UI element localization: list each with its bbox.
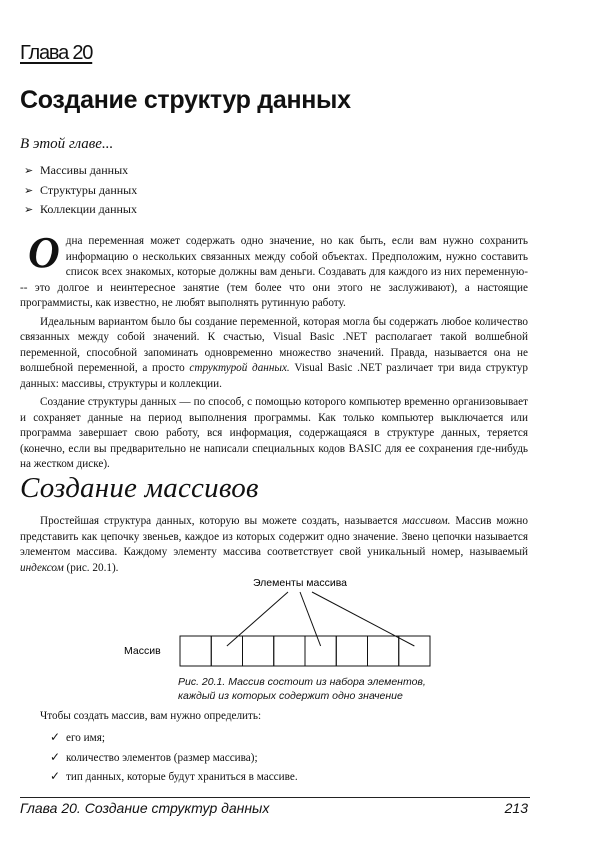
footer-rule [20,797,530,798]
list-item-label: Коллекции данных [40,202,137,216]
array-cell [274,636,305,666]
checkmark-icon: ✓ [50,769,61,783]
array-label: Массив [124,645,161,657]
pointer-line [312,592,414,646]
paragraph-text: Идеальным вариантом было бы создание переменной, которая могла бы содержать любое количество связанных между собой значений. К счастью, Visual Basic .NET располагает такой волшебной переменной, способной запоминать одновременно множество значений. Правда, называется она не волшебной переменной, а просто [20,315,528,374]
caption-line: каждый из которых содержит одно значение [178,690,403,702]
checkmark-icon: ✓ [50,730,61,744]
array-cell [336,636,367,666]
paragraph-text: Visual Basic .NET различает три вида структур данных: массивы, структуры и коллекции. [20,362,528,390]
arrow-bullet-icon: ➢ [24,184,34,197]
list-item-label: Структуры данных [40,182,138,197]
figure-caption [178,675,438,703]
list-item [24,161,137,181]
list-item-label: его имя; [66,732,105,744]
intro-heading: В этой главе... [20,136,114,152]
intro-text [20,228,528,476]
paragraph-text: дна переменная может содержать одно значение, но как быть, если вам нужно сохранить информацию о нескольких связанных между собой объектах. Предположим, нужно составить список всех знакомых, которые должны вам деньги. Создавать для каждого из них переменную--- это долгое и неинтересное занятие (тем более что они этого не заслуживают), а настоящие программисты, как известно, не любят выполнять рутинную работу. [20,235,528,309]
pointer-lines [227,592,415,646]
paragraph-text: Создание структуры данных — по способ, с помощью которого компьютер временно организовывает и сохраняет данные на период выполнения программы. Как только компьютер выключается или программа завершает свою работу, вся информация, содержащаяся в структуре данных, теряется (конечно, если вы предварительно не написали специальных кодов BASIC для ее сохранения где-нибудь на жестком диске). [20,396,528,470]
list-item [24,200,137,220]
term: структурой данных. [189,362,290,374]
term: индексом [20,561,64,574]
arrow-bullet-icon: ➢ [24,204,34,216]
section-text [20,514,528,579]
running-footer: Глава 20. Создание структур данных [20,800,270,816]
page-number: 213 [504,800,528,816]
paragraph-text: Простейшая структура данных, которую вы можете создать, называется [40,515,403,527]
section-title: Создание массивов [20,472,259,504]
pointer-line [300,592,321,646]
list-item [50,748,298,768]
paragraph [20,514,528,576]
paragraph [20,228,528,312]
array-cell [243,636,274,666]
requirements-list [50,728,298,787]
array-cell [211,636,242,666]
array-cell [305,636,336,666]
arrow-bullet-icon: ➢ [24,165,34,177]
paragraph-text: (рис. 20.1). [63,561,119,574]
caption-line: Рис. 20.1. Массив состоит из набора элементов, [178,676,426,688]
chapter-contents-list [24,161,137,220]
chapter-title: Создание структур данных [20,86,351,114]
list-item-label: количество элементов (размер массива); [66,751,258,764]
list-item [50,767,298,787]
drop-cap: О [28,228,60,277]
array-cells [180,636,430,666]
paragraph [20,395,528,473]
list-item [50,728,298,748]
array-cell [180,636,211,666]
paragraph-text: Массив можно представить как цепочку звеньев, каждое из которых содержит одно значение. Звено цепочки называется элементом массива. Каждому элементу массива соответствует свой уникальный номер, называемый [20,515,528,558]
list-item-label: Массивы данных [40,163,129,177]
chapter-label: Глава 20 [20,42,93,64]
array-diagram [100,572,440,672]
list-item-label: тип данных, которые будут храниться в массиве. [66,771,298,783]
term: массивом. [402,515,451,527]
list-item [24,181,137,201]
paragraph [20,315,528,393]
pointer-line [227,592,288,646]
array-cell [368,636,399,666]
list-lead: Чтобы создать массив, вам нужно определить: [40,710,262,722]
checkmark-icon: ✓ [50,749,61,764]
elements-label: Элементы массива [252,577,348,589]
